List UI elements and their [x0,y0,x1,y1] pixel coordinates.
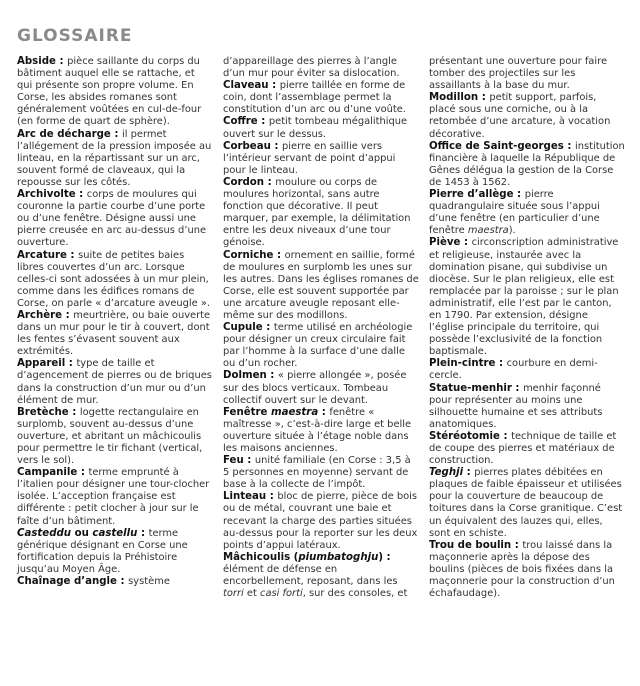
glossary-columns [17,56,625,600]
entry-definition: casi forti [260,588,303,600]
entry-definition: ornement en saillie, formé de moulures en surplomb les unes sur les autres. Dans les églises romanes de Corse, elle est souvent supportée par une arcature aveugle reposant elle-même sur des modillons. [223,249,419,321]
page-title: GLOSSAIRE [17,26,133,46]
entry-term: Cupule [223,322,263,334]
glossary-entry [223,322,419,370]
entry-definition: suite de petites baies libres couvertes d’un arc. Lorsque celles-ci sont adossées à un mur plein, comme dans les édifices romans de Corse, on parle « d’arcature aveugle ». [17,249,211,309]
entry-definition: petit support, parfois, placé sous une corniche, ou à la retombée d’une arcature, à vocation décorative. [429,92,611,140]
glossary-entry [17,129,213,189]
entry-term: Chaînage d’angle [17,576,117,588]
entry-term: castellu [92,527,138,539]
entry-definition: technique de taille et de coupe des pierres et matériaux de construction. [429,430,617,467]
glossary-entry [223,491,419,551]
glossary-entry [429,358,625,382]
entry-separator: : [116,576,129,588]
glossary-entry [223,80,419,116]
entry-term: Arcature [17,249,67,261]
entry-definition: pièce saillante du corps du bâtiment auquel elle se rattache, et qui présente son propre volume. En Corse, les absides romanes sont généralement voûtées en cul-de-four (en forme de quart de sphère). [17,56,202,128]
entry-separator: : [268,80,280,92]
entry-term: Casteddu [17,527,72,539]
entry-term: Teghji [429,467,464,479]
entry-definition: menhir façonné pour représenter au moins une silhouette humaine et ses attributs anatomiques. [429,382,603,430]
entry-definition: terme utilisé en archéologie pour désigner un creux circulaire fait par l’homme à la surface d’une dalle ou d’un rocher. [223,322,413,370]
entry-definition: institution financière à laquelle la République de Gênes délégua la gestion de la Corse de 1453 à 1562. [429,140,625,188]
glossary-entry [429,431,625,467]
entry-term: Appareil [17,358,66,370]
entry-separator: : [463,467,475,479]
entry-definition: meurtrière, ou baie ouverte dans un mur pour le tir à couvert, dont les fentes s’évasent souvent aux extrémités. [17,309,211,358]
glossary-entry [17,310,213,358]
entry-term: Office de Saint-georges [429,140,564,152]
entry-term: Linteau [223,491,267,503]
entry-term: Arc de décharge [17,128,111,140]
entry-term: Statue-menhir [429,382,512,394]
entry-separator: : [478,92,490,104]
entry-definition: système [128,576,170,588]
entry-definition: terme générique désignant en Corse une fortification depuis la Préhistoire jusqu’au Moyen Âge. [17,527,188,575]
entry-separator: : [270,140,283,152]
glossary-entry [429,237,625,358]
entry-definition: bloc de pierre, pièce de bois ou de métal, couvrant une baie et recevant la charge des parties situées au-dessus pour la reporter sur les deux points d’appui latéraux. [223,491,418,551]
glossary-entry [223,177,419,250]
entry-term: Trou de boulin [429,539,512,551]
entry-separator: : [382,551,391,563]
entry-term: Campanile [17,467,78,479]
glossary-entry [223,116,419,140]
entry-separator: : [495,358,507,370]
entry-term: Dolmen [223,370,267,382]
entry-definition: unité familiale (en Corse : 3,5 à 5 personnes en moyenne) servant de base à la collecte de l’impôt. [223,455,411,491]
glossary-entry [223,56,419,80]
glossary-entry [17,467,213,527]
entry-definition: petit tombeau mégalithique ouvert sur le dessus. [223,116,408,140]
entry-term: ou [71,527,93,539]
entry-definition: corps de moulures qui couronne la partie courbe d’une porte ou d’une fenêtre. Désigne aussi une pierre creusée en arc au-dessus d’une ouverture. [17,189,207,249]
entry-separator: : [137,527,149,539]
glossary-entry [223,407,419,455]
entry-definition: et [243,588,261,600]
glossary-entry [17,250,213,310]
glossary-entry [429,383,625,431]
entry-definition: « pierre allongée », posée sur des blocs verticaux. Tombeau collectif ouvert sur le devant. [223,370,407,406]
entry-separator: : [266,491,278,503]
entry-term: Cordon [223,176,265,188]
entry-separator: : [66,249,79,261]
entry-term: Feu [223,455,244,467]
entry-definition: courbure en demi-cercle. [429,358,598,382]
entry-definition: maestra [467,225,509,237]
entry-definition: moulure ou corps de moulures horizontal, sans autre fonction que décorative. Il peut marquer, par exemple, la délimitation entre les deux niveaux d’une tour génoise. [223,176,411,249]
entry-separator: : [77,467,89,479]
glossary-entry [17,576,213,588]
entry-definition: ). [508,225,516,237]
entry-term: Claveau [223,80,269,92]
entry-definition: pierre taillée en forme de coin, dont l’assemblage permet la constitution d’un arc ou d’une voûte. [223,80,407,116]
entry-definition: terme emprunté à l’italien pour désigner une tour-clocher isolée. L’acception française est différente : petit clocher à jour sur le faîte d’un bâtiment. [17,467,210,527]
entry-term: Corniche [223,249,274,261]
entry-separator: : [266,370,278,382]
glossary-column [223,56,419,600]
entry-separator: : [65,358,77,370]
entry-separator: : [262,322,274,334]
entry-definition: torri [223,588,244,600]
entry-definition: pierre quadrangulaire située sous l’appui d’une fenêtre (en particulier d’une fenêtre [429,189,600,237]
entry-term: Archivolte [17,189,76,201]
entry-separator: : [75,189,87,201]
entry-term: Plein-cintre [429,358,496,370]
entry-definition: élément de défense en encorbellement, reposant, dans les [223,563,398,588]
glossary-entry [17,528,213,576]
entry-separator: : [257,116,269,128]
glossary-entry [17,189,213,249]
glossary-entry [17,358,213,406]
entry-separator: : [460,237,472,249]
entry-term: Archère [17,309,63,321]
entry-definition: , sur des consoles, et [302,588,408,600]
entry-separator: : [511,539,523,551]
entry-term: Modillon [429,92,479,104]
entry-separator: : [511,382,524,394]
entry-term: piumbatoghju [298,551,379,563]
entry-definition: pierres plates débitées en plaques de faible épaisseur et utilisées pour la couverture de beaucoup de toitures dans la Corse granitique. C’est un équivalent des lauzes qui, elles, sont en schiste. [429,467,623,539]
glossary-entry [429,540,625,600]
entry-definition: d’appareillage des pierres à l’angle d’un mur pour éviter sa dislocation. [223,56,400,80]
entry-definition: il permet l’allégement de la pression imposée au linteau, en la répartissant sur un arc, souvent formé de claveaux, qui la repousse sur les côtés. [17,128,212,188]
entry-definition: circonscription administrative et religieuse, instaurée avec la domination pisane, qui subdivise un diocèse. Sur le plan religieux, elle est remplacée par la paroisse ; sur le plan administratif, elle l’est par le canton, en 1790. Par extension, désigne l’église principale du territoire, qui possède l’exclusivité de la fonction baptismale. [429,237,619,358]
entry-separator: : [513,189,525,201]
glossary-entry [429,92,625,140]
entry-term: Fenêtre [223,406,271,418]
glossary-entry [17,407,213,467]
entry-term: Stéréotomie [429,430,500,442]
glossary-entry [429,189,625,237]
entry-separator: : [318,406,330,418]
entry-definition: type de taille et d’agencement de pierres ou de briques dans la construction d’un mur ou d’un élément de mur. [17,358,212,406]
entry-term: Corbeau [223,140,271,152]
entry-term: Mâchicoulis ( [223,551,299,563]
entry-separator: : [110,128,123,140]
glossary-entry [429,56,625,92]
glossary-entry [17,56,213,129]
entry-term: Piève [429,237,461,249]
entry-term: maestra [270,406,319,418]
glossary-entry [223,370,419,406]
entry-separator: : [68,406,80,418]
entry-separator: : [563,140,575,152]
glossary-entry [223,552,419,600]
entry-definition: logette rectangulaire en surplomb, souvent au-dessus d’une ouverture, et abritant un mâchicoulis pour permettre le tir fichant (vertical, vers le sol). [17,406,203,467]
entry-separator: : [55,56,68,67]
entry-separator: : [499,430,512,442]
entry-definition: pierre en saillie vers l’intérieur servant de point d’appui pour le linteau. [223,140,396,176]
entry-term: Abside [17,56,56,67]
glossary-column [429,56,625,600]
entry-separator: : [273,249,285,261]
glossary-entry [223,455,419,491]
entry-term: Coffre [223,116,258,128]
entry-separator: : [264,176,276,188]
glossary-entry [429,141,625,189]
entry-definition: trou laissé dans la maçonnerie après la dépose des boulins (pièces de bois fixées dans la maçonnerie pour la construction d’un échafaudage). [429,539,615,600]
entry-definition: fenêtre « maîtresse », c’est-à-dire large et belle ouverture située à l’étage noble dans les maisons anciennes. [223,406,412,454]
glossary-column [17,56,213,600]
glossary-entry [429,467,625,540]
entry-separator: : [243,455,255,467]
entry-definition: présentant une ouverture pour faire tomber des projectiles sur les assaillants à la base du mur. [429,56,608,92]
glossary-entry [223,141,419,177]
entry-term: Bretèche [17,406,69,418]
entry-term: ) [378,551,383,563]
entry-term: Pierre d’allège [429,189,514,201]
entry-separator: : [62,309,74,321]
glossary-entry [223,250,419,323]
